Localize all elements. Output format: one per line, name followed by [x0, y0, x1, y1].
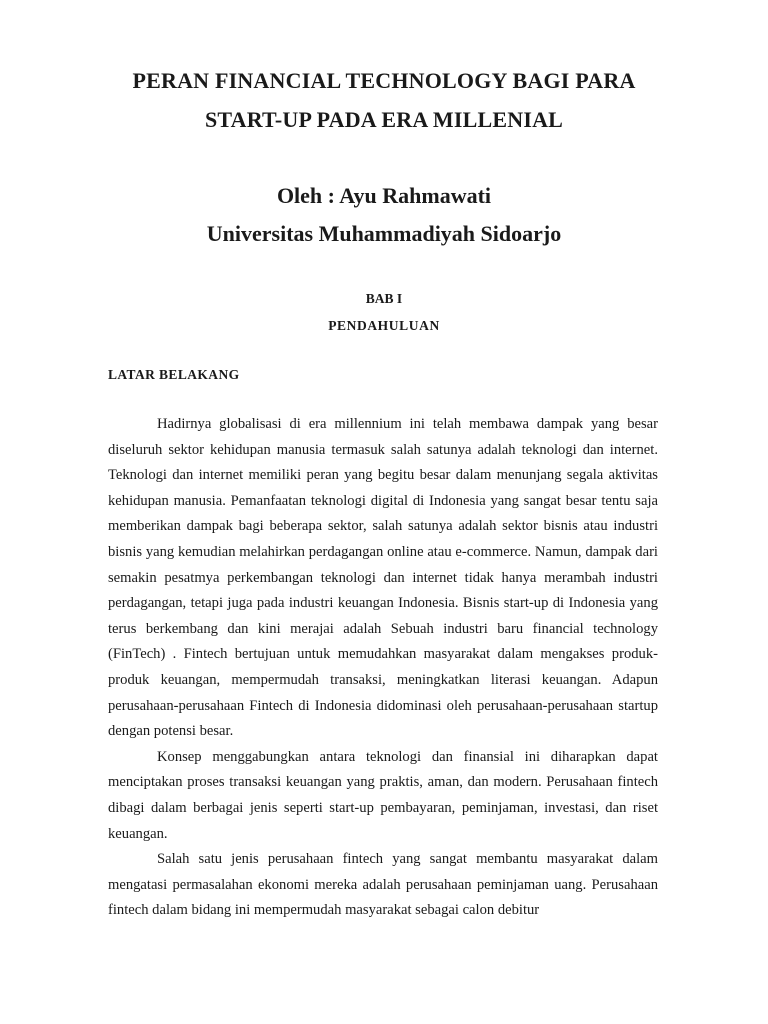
chapter-title: PENDAHULUAN [328, 318, 440, 333]
section-heading: LATAR BELAKANG [108, 367, 240, 382]
paragraph-3: Salah satu jenis perusahaan fintech yang sangat membantu masyarakat dalam mengatasi permasalahan ekonomi mereka adalah perusahaan peminjaman uang. Perusahaan fintech dalam bidang ini mempermudah masyarakat sebagai calon debitur [108, 851, 658, 919]
affiliation-line: Universitas Muhammadiyah Sidoarjo [206, 221, 562, 246]
paragraph-1: Hadirnya globalisasi di era millennium ini telah membawa dampak yang besar diseluruh sektor kehidupan manusia termasuk salah satunya adalah teknologi dan internet. Teknologi dan internet memiliki peran yang begitu besar dalam menunjang segala aktivitas kehidupan manusia. Pemanfaatan teknologi digital di Indonesia yang sangat besar tentu saja memberikan dampak bagi beberapa sektor, salah satunya adalah sektor bisnis atau industri bisnis yang kemudian melahirkan perdagangan online atau e-commerce. Namun, dampak dari semakin pesatmya perkembangan teknologi dan internet tidak hanya merambah industri perdagangan, tetapi juga pada industri keuangan Indonesia. Bisnis start-up di Indonesia yang terus berkembang dan kini merajai adalah Sebuah industri baru financial technology (FinTech) . Fintech bertujuan untuk memudahkan masyarakat dalam mengakses produk-produk keuangan, mempermudah transaksi, meningkatkan literasi keuangan. Adapun perusahaan-perusahaan Fintech di Indonesia didominasi oleh perusahaan-perusahaan startup dengan potensi besar. [108, 416, 658, 740]
paragraph-2: Konsep menggabungkan antara teknologi dan finansial ini diharapkan dapat menciptakan proses transaksi keuangan yang praktis, aman, dan modern. Perusahaan fintech dibagi dalam berbagai jenis seperti start-up pembayaran, peminjaman, investasi, dan riset keuangan. [108, 748, 658, 842]
document-title-line-2: START-UP PADA ERA MILLENIAL [204, 107, 564, 132]
chapter-number: BAB I [365, 291, 403, 306]
body-text [108, 412, 658, 924]
document-title-line-1: PERAN FINANCIAL TECHNOLOGY BAGI PARA [132, 68, 636, 93]
author-line: Oleh : Ayu Rahmawati [276, 183, 492, 208]
